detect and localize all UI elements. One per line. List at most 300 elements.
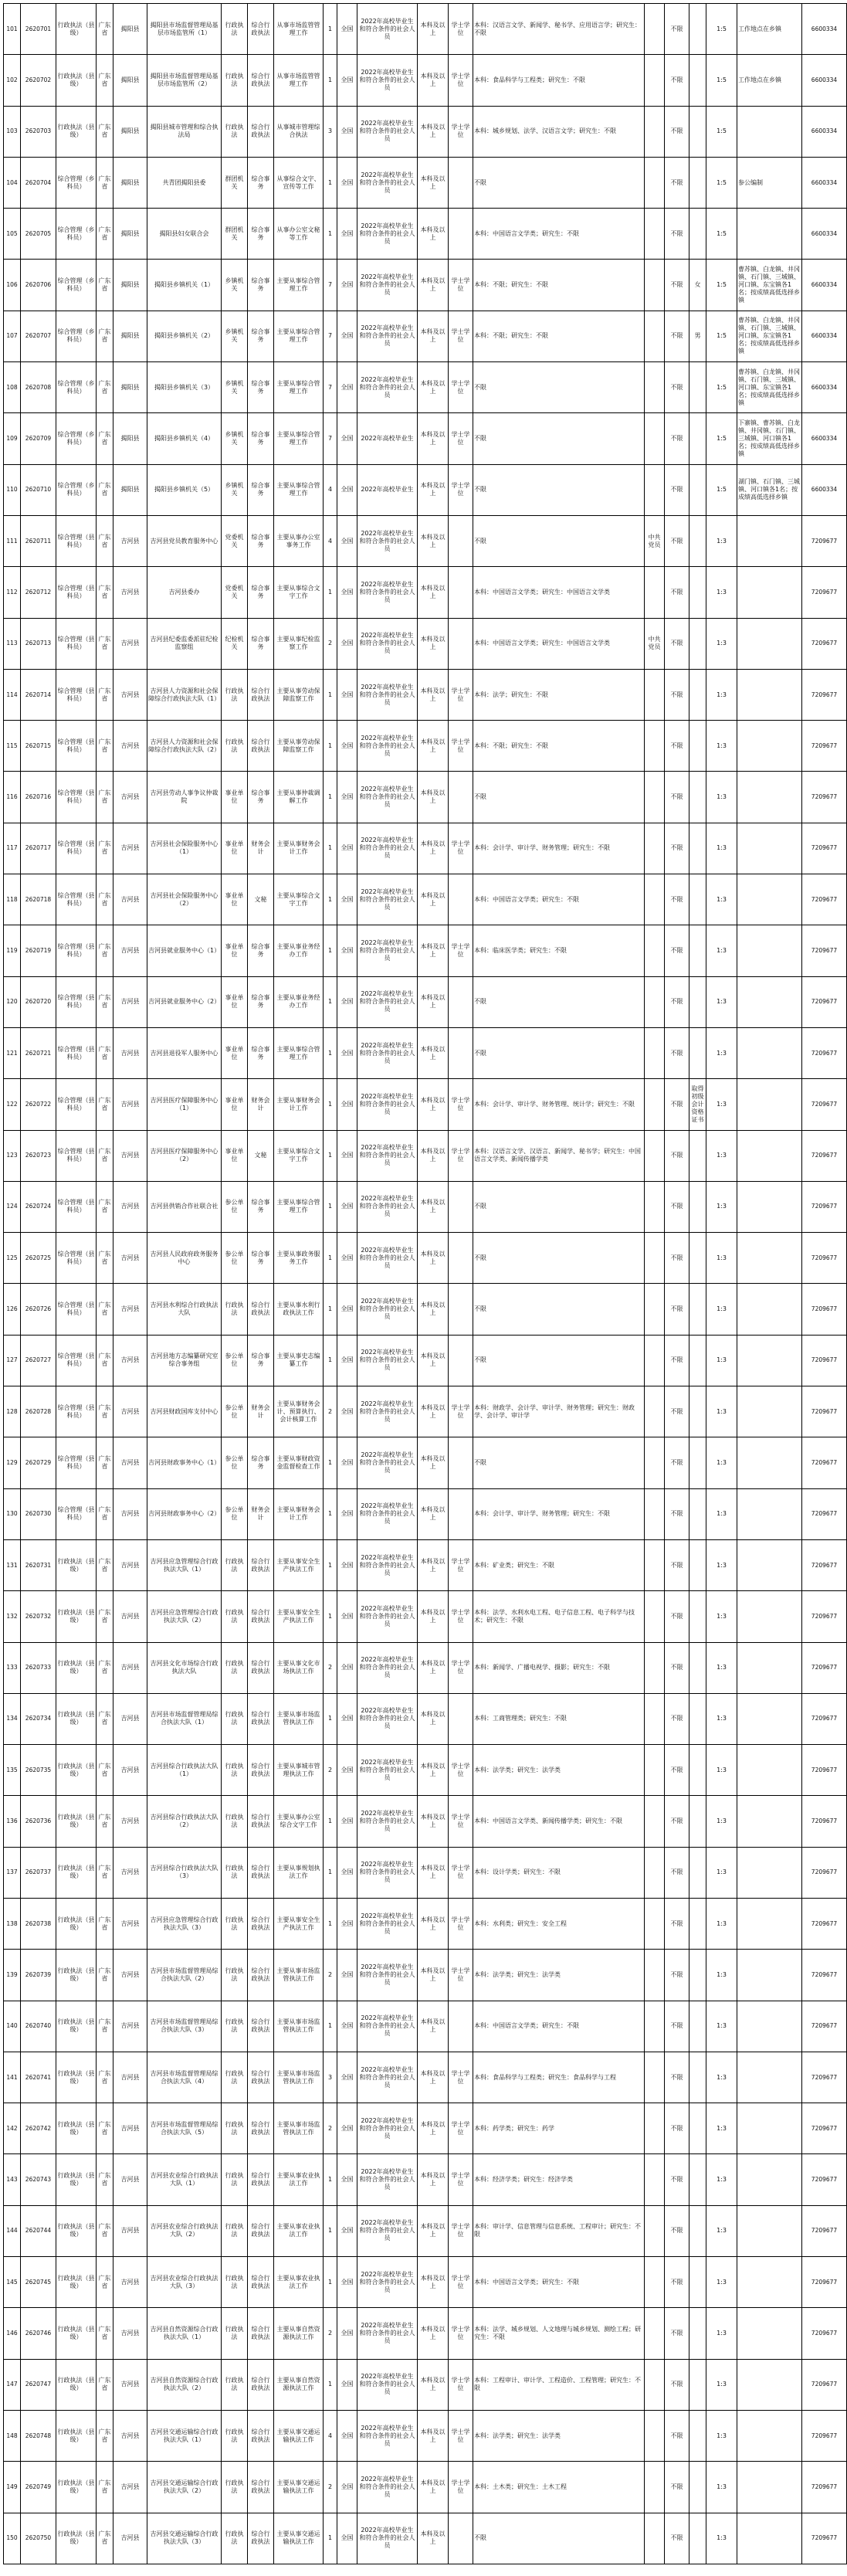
cell-political (645, 106, 665, 157)
cell-seq: 117 (4, 823, 21, 874)
cell-degree (449, 618, 473, 669)
cell-county: 吉河县 (113, 1027, 147, 1078)
cell-other (689, 1796, 706, 1847)
cell-count: 1 (324, 823, 337, 874)
cell-position-desc: 主要从事综合文字工作 (274, 567, 324, 618)
cell-position-name: 综合行政执法 (248, 2410, 274, 2461)
table-row (4, 2257, 847, 2308)
cell-unit-type: 乡镇机关 (222, 464, 248, 515)
cell-ratio: 1:5 (706, 4, 737, 55)
cell-education: 本科及以上 (418, 2001, 449, 2052)
cell-other (689, 55, 706, 106)
cell-political (645, 413, 665, 464)
cell-scope: 全国 (337, 157, 357, 208)
cell-political (645, 311, 665, 361)
cell-region: 广东省 (97, 2103, 113, 2154)
cell-other: 女 (689, 260, 706, 311)
cell-unit-type: 群团机关 (222, 209, 248, 260)
cell-code: 2620732 (21, 1591, 56, 1642)
cell-code: 2620709 (21, 413, 56, 464)
cell-count: 1 (324, 1130, 337, 1181)
cell-county: 吉河县 (113, 1181, 147, 1232)
cell-political (645, 823, 665, 874)
cell-work-exp: 不限 (665, 874, 689, 925)
cell-unit-type: 参公单位 (222, 1335, 248, 1386)
cell-position-name: 综合事务 (248, 1335, 274, 1386)
cell-qual-req (737, 823, 802, 874)
cell-ratio: 1:3 (706, 772, 737, 823)
cell-scope: 全国 (337, 2513, 357, 2564)
cell-county: 吉河县 (113, 1386, 147, 1437)
cell-scope: 全国 (337, 1693, 357, 1744)
cell-scope: 全国 (337, 823, 357, 874)
cell-other (689, 1284, 706, 1335)
cell-unit-type: 行政执法 (222, 2359, 248, 2410)
cell-political (645, 567, 665, 618)
cell-category: 行政执法（县级） (56, 1591, 97, 1642)
cell-qual-req: 曹苏镇、白龙镇、井冈镇、石门镇、三城镇、河口镇、东宝镇各1名；按成绩高低选择乡镇 (737, 260, 802, 311)
cell-count: 1 (324, 772, 337, 823)
cell-work-exp: 不限 (665, 1335, 689, 1386)
cell-count: 1 (324, 874, 337, 925)
cell-category: 综合管理（县科员） (56, 567, 97, 618)
cell-scope: 全国 (337, 1488, 357, 1539)
cell-political (645, 721, 665, 772)
cell-scope: 全国 (337, 2359, 357, 2410)
cell-degree: 学士学位 (449, 721, 473, 772)
cell-requirement: 2022年高校毕业生和符合条件的社会人员 (357, 2154, 418, 2205)
cell-political (645, 976, 665, 1027)
cell-seq: 116 (4, 772, 21, 823)
cell-political (645, 2513, 665, 2564)
cell-political (645, 1130, 665, 1181)
cell-count: 1 (324, 2205, 337, 2256)
cell-requirement: 2022年高校毕业生和符合条件的社会人员 (357, 925, 418, 976)
cell-region: 广东省 (97, 4, 113, 55)
cell-requirement: 2022年高校毕业生和符合条件的社会人员 (357, 157, 418, 208)
cell-county: 吉河县 (113, 618, 147, 669)
cell-scope: 全国 (337, 1950, 357, 2001)
cell-scope: 全国 (337, 209, 357, 260)
cell-political (645, 1488, 665, 1539)
cell-phone: 7209677 (802, 618, 847, 669)
cell-position-name: 文秘 (248, 1130, 274, 1181)
cell-position-name: 综合行政执法 (248, 1539, 274, 1590)
cell-ratio: 1:3 (706, 1693, 737, 1744)
cell-category: 行政执法（县级） (56, 1539, 97, 1590)
cell-unit-type: 行政执法 (222, 106, 248, 157)
cell-requirement: 2022年高校毕业生和符合条件的社会人员 (357, 1079, 418, 1130)
cell-seq: 104 (4, 157, 21, 208)
table-row (4, 1950, 847, 2001)
cell-scope: 全国 (337, 1335, 357, 1386)
cell-major: 本科：会计学、审计学、财务管理；研究生：不限 (473, 823, 645, 874)
cell-ratio: 1:3 (706, 515, 737, 566)
cell-unit-type: 行政执法 (222, 1745, 248, 1796)
cell-degree: 学士学位 (449, 362, 473, 413)
cell-region: 广东省 (97, 874, 113, 925)
cell-scope: 全国 (337, 311, 357, 361)
cell-major: 本科：临床医学类；研究生：不限 (473, 925, 645, 976)
cell-degree: 学士学位 (449, 2154, 473, 2205)
cell-other (689, 1335, 706, 1386)
cell-position-name: 综合事务 (248, 976, 274, 1027)
cell-category: 综合管理（县科员） (56, 874, 97, 925)
cell-phone: 7209677 (802, 1130, 847, 1181)
cell-other (689, 772, 706, 823)
cell-ratio: 1:3 (706, 2359, 737, 2410)
table-row (4, 2513, 847, 2564)
cell-code: 2620711 (21, 515, 56, 566)
cell-education: 本科及以上 (418, 209, 449, 260)
cell-education: 本科及以上 (418, 2103, 449, 2154)
cell-category: 行政执法（县级） (56, 2154, 97, 2205)
cell-region: 广东省 (97, 925, 113, 976)
cell-count: 1 (324, 1693, 337, 1744)
cell-education: 本科及以上 (418, 2052, 449, 2103)
cell-degree (449, 1181, 473, 1232)
cell-position-name: 综合事务 (248, 1027, 274, 1078)
cell-code: 2620713 (21, 618, 56, 669)
cell-county: 吉河县 (113, 669, 147, 720)
cell-political (645, 2205, 665, 2256)
cell-major: 本科：不限；研究生：不限 (473, 721, 645, 772)
cell-political (645, 2001, 665, 2052)
cell-count: 2 (324, 1745, 337, 1796)
cell-degree (449, 515, 473, 566)
cell-qual-req (737, 1079, 802, 1130)
cell-code: 2620736 (21, 1796, 56, 1847)
cell-category: 行政执法（县级） (56, 2001, 97, 2052)
cell-county: 吉河县 (113, 1796, 147, 1847)
cell-political (645, 1386, 665, 1437)
cell-count: 1 (324, 1335, 337, 1386)
cell-work-exp: 不限 (665, 1488, 689, 1539)
cell-qual-req (737, 2001, 802, 2052)
cell-other (689, 618, 706, 669)
cell-unit: 吉河县党员教育服务中心 (147, 515, 222, 566)
cell-phone: 6600334 (802, 413, 847, 464)
cell-scope: 全国 (337, 362, 357, 413)
cell-count: 1 (324, 1181, 337, 1232)
cell-phone: 7209677 (802, 1079, 847, 1130)
cell-position-desc: 主要从事农业执法工作 (274, 2257, 324, 2308)
cell-qual-req (737, 1284, 802, 1335)
cell-unit-type: 事业单位 (222, 976, 248, 1027)
table-row (4, 55, 847, 106)
cell-position-desc: 主要从事自然资源执法工作 (274, 2359, 324, 2410)
cell-phone: 7209677 (802, 1027, 847, 1078)
cell-major: 本科：药学类；研究生：药学 (473, 2103, 645, 2154)
cell-position-desc: 主要从事交通运输执法工作 (274, 2513, 324, 2564)
cell-unit-type: 行政执法 (222, 2103, 248, 2154)
cell-major: 不限 (473, 1027, 645, 1078)
cell-unit: 吉河县财政事务中心（1） (147, 1437, 222, 1488)
cell-other (689, 1488, 706, 1539)
cell-education: 本科及以上 (418, 2257, 449, 2308)
cell-major: 不限 (473, 1233, 645, 1284)
cell-code: 2620747 (21, 2359, 56, 2410)
cell-political (645, 1642, 665, 1693)
cell-region: 广东省 (97, 1898, 113, 1949)
table-row (4, 772, 847, 823)
cell-requirement: 2022年高校毕业生和符合条件的社会人员 (357, 1437, 418, 1488)
cell-major: 本科：会计学、审计学、财务管理、统计学；研究生：不限 (473, 1079, 645, 1130)
cell-ratio: 1:3 (706, 1847, 737, 1898)
cell-region: 广东省 (97, 1847, 113, 1898)
cell-count: 1 (324, 567, 337, 618)
cell-county: 吉河县 (113, 1693, 147, 1744)
cell-education: 本科及以上 (418, 1335, 449, 1386)
cell-qual-req (737, 2052, 802, 2103)
cell-requirement: 2022年高校毕业生和符合条件的社会人员 (357, 1796, 418, 1847)
cell-degree (449, 874, 473, 925)
cell-count: 1 (324, 669, 337, 720)
cell-ratio: 1:3 (706, 1488, 737, 1539)
cell-work-exp: 不限 (665, 1950, 689, 2001)
cell-position-desc: 主要从事财务会计工作 (274, 823, 324, 874)
cell-requirement: 2022年高校毕业生和符合条件的社会人员 (357, 2205, 418, 2256)
cell-requirement: 2022年高校毕业生和符合条件的社会人员 (357, 772, 418, 823)
cell-code: 2620729 (21, 1437, 56, 1488)
table-row (4, 106, 847, 157)
cell-code: 2620739 (21, 1950, 56, 2001)
cell-position-name: 综合事务 (248, 209, 274, 260)
cell-other (689, 1539, 706, 1590)
cell-county: 吉河县 (113, 1079, 147, 1130)
cell-position-name: 综合行政执法 (248, 1591, 274, 1642)
cell-position-name: 综合事务 (248, 362, 274, 413)
cell-unit: 吉河县医疗保障服务中心（1） (147, 1079, 222, 1130)
cell-requirement: 2022年高校毕业生和符合条件的社会人员 (357, 1539, 418, 1590)
cell-position-desc: 从事市场监管管理工作 (274, 4, 324, 55)
cell-position-desc: 主要从事业务经办工作 (274, 976, 324, 1027)
table-row (4, 260, 847, 311)
cell-ratio: 1:3 (706, 2001, 737, 2052)
cell-unit: 吉河县市场监督管理局综合执法大队（4） (147, 2052, 222, 2103)
table-row (4, 1488, 847, 1539)
cell-work-exp: 不限 (665, 2052, 689, 2103)
cell-work-exp: 不限 (665, 1181, 689, 1232)
cell-phone: 7209677 (802, 1284, 847, 1335)
cell-unit-type: 行政执法 (222, 1796, 248, 1847)
cell-major: 不限 (473, 1335, 645, 1386)
cell-count: 1 (324, 55, 337, 106)
cell-political (645, 1796, 665, 1847)
cell-education: 本科及以上 (418, 976, 449, 1027)
cell-education: 本科及以上 (418, 1898, 449, 1949)
cell-qual-req (737, 2257, 802, 2308)
cell-scope: 全国 (337, 1437, 357, 1488)
cell-position-name: 综合事务 (248, 1437, 274, 1488)
cell-county: 吉河县 (113, 1437, 147, 1488)
cell-phone: 7209677 (802, 1745, 847, 1796)
cell-degree (449, 1488, 473, 1539)
cell-region: 广东省 (97, 2308, 113, 2359)
cell-phone: 7209677 (802, 2462, 847, 2513)
cell-count: 1 (324, 2154, 337, 2205)
cell-unit-type: 乡镇机关 (222, 362, 248, 413)
cell-position-name: 综合事务 (248, 515, 274, 566)
cell-political (645, 2308, 665, 2359)
cell-ratio: 1:3 (706, 1284, 737, 1335)
cell-unit-type: 行政执法 (222, 1539, 248, 1590)
cell-education: 本科及以上 (418, 772, 449, 823)
cell-unit: 揭阳县城市管理和综合执法局 (147, 106, 222, 157)
table-row (4, 515, 847, 566)
cell-category: 综合管理（乡科员） (56, 311, 97, 361)
cell-position-name: 综合行政执法 (248, 669, 274, 720)
cell-ratio: 1:3 (706, 1591, 737, 1642)
cell-work-exp: 不限 (665, 721, 689, 772)
cell-major: 本科：财政学、会计学、审计学、财务管理；研究生：财政学、会计学、审计学 (473, 1386, 645, 1437)
cell-position-desc: 主要从事综合管理工作 (274, 311, 324, 361)
cell-political (645, 1898, 665, 1949)
cell-position-desc: 主要从事市场监管执法工作 (274, 1693, 324, 1744)
cell-code: 2620720 (21, 976, 56, 1027)
cell-unit-type: 行政执法 (222, 1693, 248, 1744)
cell-other (689, 209, 706, 260)
cell-phone: 7209677 (802, 1437, 847, 1488)
cell-degree: 学士学位 (449, 106, 473, 157)
cell-ratio: 1:3 (706, 1796, 737, 1847)
cell-county: 吉河县 (113, 1488, 147, 1539)
cell-code: 2620712 (21, 567, 56, 618)
cell-code: 2620750 (21, 2513, 56, 2564)
table-row (4, 567, 847, 618)
cell-code: 2620733 (21, 1642, 56, 1693)
cell-region: 广东省 (97, 209, 113, 260)
cell-code: 2620717 (21, 823, 56, 874)
cell-category: 行政执法（县级） (56, 2103, 97, 2154)
cell-major: 本科：设计学类；研究生：不限 (473, 1847, 645, 1898)
cell-requirement: 2022年高校毕业生和符合条件的社会人员 (357, 1130, 418, 1181)
cell-unit: 吉河县退役军人服务中心 (147, 1027, 222, 1078)
cell-ratio: 1:5 (706, 55, 737, 106)
cell-degree (449, 976, 473, 1027)
cell-phone: 7209677 (802, 925, 847, 976)
cell-county: 揭阳县 (113, 157, 147, 208)
cell-position-desc: 主要从事文化市场执法工作 (274, 1642, 324, 1693)
cell-work-exp: 不限 (665, 1027, 689, 1078)
cell-unit-type: 行政执法 (222, 1284, 248, 1335)
cell-political (645, 1591, 665, 1642)
cell-requirement: 2022年高校毕业生和符合条件的社会人员 (357, 515, 418, 566)
cell-qual-req (737, 209, 802, 260)
cell-qual-req (737, 1386, 802, 1437)
cell-work-exp: 不限 (665, 1898, 689, 1949)
cell-education: 本科及以上 (418, 1233, 449, 1284)
cell-count: 3 (324, 106, 337, 157)
cell-ratio: 1:3 (706, 2154, 737, 2205)
cell-major: 本科：不限；研究生：不限 (473, 260, 645, 311)
cell-unit-type: 行政执法 (222, 2205, 248, 2256)
cell-qual-req (737, 2359, 802, 2410)
cell-seq: 114 (4, 669, 21, 720)
cell-seq: 143 (4, 2154, 21, 2205)
cell-phone: 7209677 (802, 1950, 847, 2001)
cell-phone: 7209677 (802, 1181, 847, 1232)
cell-unit: 吉河县市场监督管理局综合执法大队（5） (147, 2103, 222, 2154)
cell-degree: 学士学位 (449, 1591, 473, 1642)
cell-position-desc: 主要从事安全生产执法工作 (274, 1591, 324, 1642)
cell-unit: 吉河县劳动人事争议仲裁院 (147, 772, 222, 823)
cell-code: 2620737 (21, 1847, 56, 1898)
cell-political (645, 1233, 665, 1284)
cell-category: 综合管理（乡科员） (56, 362, 97, 413)
cell-seq: 147 (4, 2359, 21, 2410)
cell-scope: 全国 (337, 1539, 357, 1590)
cell-political (645, 1437, 665, 1488)
table-row (4, 1745, 847, 1796)
table-row (4, 1027, 847, 1078)
cell-position-name: 综合事务 (248, 157, 274, 208)
cell-work-exp: 不限 (665, 260, 689, 311)
cell-unit-type: 参公单位 (222, 1233, 248, 1284)
cell-county: 揭阳县 (113, 106, 147, 157)
cell-unit: 吉河县应急管理综合行政执法大队（3） (147, 1898, 222, 1949)
cell-education: 本科及以上 (418, 464, 449, 515)
cell-unit: 吉河县就业服务中心（2） (147, 976, 222, 1027)
cell-qual-req (737, 618, 802, 669)
cell-education: 本科及以上 (418, 1642, 449, 1693)
cell-region: 广东省 (97, 2257, 113, 2308)
cell-ratio: 1:3 (706, 1386, 737, 1437)
cell-scope: 全国 (337, 567, 357, 618)
cell-phone: 7209677 (802, 567, 847, 618)
cell-category: 综合管理（县科员） (56, 1027, 97, 1078)
cell-qual-req (737, 874, 802, 925)
cell-education: 本科及以上 (418, 1539, 449, 1590)
cell-position-desc: 主要从事综合管理工作 (274, 260, 324, 311)
cell-county: 吉河县 (113, 1950, 147, 2001)
cell-degree: 学士学位 (449, 260, 473, 311)
cell-count: 4 (324, 2410, 337, 2461)
cell-ratio: 1:5 (706, 209, 737, 260)
cell-other (689, 1181, 706, 1232)
cell-scope: 全国 (337, 976, 357, 1027)
cell-county: 吉河县 (113, 2410, 147, 2461)
cell-education: 本科及以上 (418, 2462, 449, 2513)
cell-education: 本科及以上 (418, 2205, 449, 2256)
cell-political (645, 2052, 665, 2103)
cell-ratio: 1:3 (706, 1130, 737, 1181)
cell-seq: 131 (4, 1539, 21, 1590)
cell-education: 本科及以上 (418, 1950, 449, 2001)
cell-region: 广东省 (97, 2359, 113, 2410)
cell-ratio: 1:5 (706, 362, 737, 413)
table-row (4, 362, 847, 413)
cell-seq: 110 (4, 464, 21, 515)
cell-seq: 139 (4, 1950, 21, 2001)
cell-other (689, 1027, 706, 1078)
cell-seq: 145 (4, 2257, 21, 2308)
cell-county: 吉河县 (113, 2154, 147, 2205)
cell-major: 本科：法学、城乡规划、人文地理与城乡规划、测绘工程；研究生：不限 (473, 2308, 645, 2359)
cell-position-desc: 主要从事水利行政执法工作 (274, 1284, 324, 1335)
cell-category: 综合管理（乡科员） (56, 260, 97, 311)
cell-work-exp: 不限 (665, 823, 689, 874)
cell-count: 4 (324, 515, 337, 566)
cell-code: 2620715 (21, 721, 56, 772)
cell-county: 吉河县 (113, 1898, 147, 1949)
cell-unit-type: 事业单位 (222, 1027, 248, 1078)
cell-phone: 6600334 (802, 260, 847, 311)
cell-region: 广东省 (97, 55, 113, 106)
cell-position-desc: 主要从事财务会计工作 (274, 1488, 324, 1539)
table-row (4, 925, 847, 976)
cell-position-desc: 主要从事综合管理工作 (274, 464, 324, 515)
